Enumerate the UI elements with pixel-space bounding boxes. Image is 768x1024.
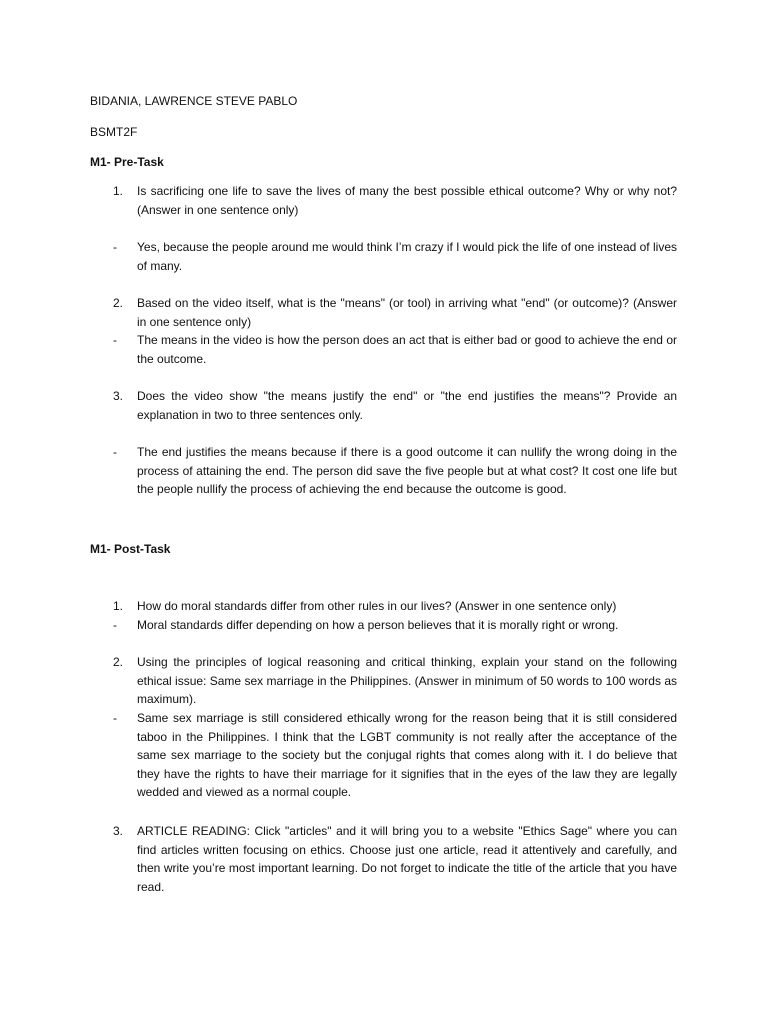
post-q2-dash: -: [113, 711, 117, 725]
pre-q2-answer: The means in the video is how the person does an act that is either bad or good to achieve the end or the outcome.: [137, 333, 677, 366]
pre-q2-dash: -: [113, 333, 117, 347]
pre-q3-question: Does the video show "the means justify the end" or "the end justifies the means"? Provide an explanation in two to three sentences only.: [137, 389, 677, 422]
post-q3-question: ARTICLE READING: Click "articles" and it will bring you to a website "Ethics Sage" where you can find articles written focusing on ethics. Choose just one article, read it attentively and carefully, and then write you’re most important learning. Do not forget to indicate the title of the article that you have read.: [137, 824, 677, 894]
post-task-heading: M1- Post-Task: [90, 542, 171, 556]
pre-q3-dash: -: [113, 445, 117, 459]
pre-task-heading: M1- Pre-Task: [90, 155, 164, 169]
pre-q3-answer: The end justifies the means because if there is a good outcome it can nullify the wrong doing in the process of attaining the end. The person did save the five people but at what cost? It cost one life but the people nullify the process of achieving the end because the outcome is good.: [137, 445, 677, 496]
pre-q1-dash: -: [113, 240, 117, 254]
post-q2-answer: Same sex marriage is still considered ethically wrong for the reason being that it is still considered taboo in the Philippines. I think that the LGBT community is not really after the acceptance of the same sex marriage to the society but the conjugal rights that comes along with it. I do believe that they have the rights to have their marriage for it signifies that in the eyes of the law they are legally wedded and viewed as a normal couple.: [137, 711, 677, 799]
post-q1-dash: -: [113, 618, 117, 632]
pre-q1-number: 1.: [113, 184, 124, 198]
post-q2-question: Using the principles of logical reasoning and critical thinking, explain your stand on the following ethical issue: Same sex marriage in the Philippines. (Answer in minimum of 50 words to 100 words as maximum).: [137, 655, 677, 706]
pre-q3-number: 3.: [113, 389, 124, 403]
post-q2-number: 2.: [113, 655, 124, 669]
post-q1-answer: Moral standards differ depending on how a person believes that it is morally right or wrong.: [137, 618, 619, 632]
post-q3-number: 3.: [113, 824, 124, 838]
pre-q2-number: 2.: [113, 296, 124, 310]
post-q1-question: How do moral standards differ from other rules in our lives? (Answer in one sentence only): [137, 599, 617, 613]
pre-q1-answer: Yes, because the people around me would think I’m crazy if I would pick the life of one instead of lives of many.: [137, 240, 677, 273]
student-section: BSMT2F: [90, 125, 138, 139]
post-q1-number: 1.: [113, 599, 124, 613]
student-name: BIDANIA, LAWRENCE STEVE PABLO: [90, 94, 298, 108]
pre-q1-question: Is sacrificing one life to save the lives of many the best possible ethical outcome? Why or why not? (Answer in one sentence only): [137, 184, 677, 217]
pre-q2-question: Based on the video itself, what is the "means" (or tool) in arriving what "end" (or outcome)? (Answer in one sentence only): [137, 296, 677, 329]
